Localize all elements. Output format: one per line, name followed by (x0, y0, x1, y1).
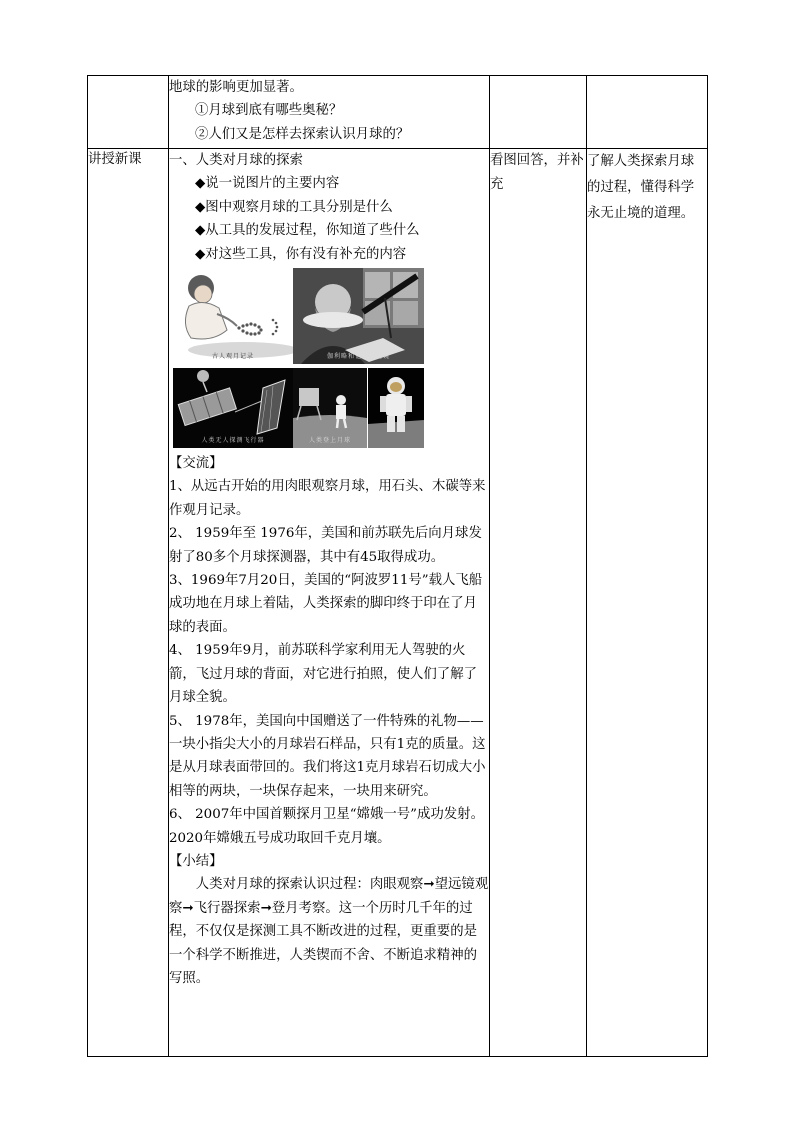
intro-line: 地球的影响更加显著。 (169, 80, 303, 95)
question-1: ①月球到底有哪些奥秘？ (195, 103, 343, 119)
exchange-item: 1、从远古开始的用肉眼观察月球，用石头、木碳等来作观月记录。 (169, 479, 486, 518)
exploration-images (169, 268, 490, 450)
student-activity: 看图回答，并补充 (490, 149, 587, 1057)
table-row (88, 76, 708, 149)
bullet-item: ◆从工具的发展过程，你知道了些什么 (195, 223, 420, 239)
astronaut-image (368, 368, 424, 448)
row1-col3 (490, 76, 587, 149)
exchange-item: 2、 1959年至 1976年，美国和前苏联先后向月球发射了80多个月球探测器，其中有45取得成功。 (169, 526, 482, 565)
image-caption: 人类登上月球 (308, 437, 351, 445)
moon-landing-image (293, 368, 367, 448)
lesson-plan-table (87, 75, 708, 1057)
row1-content (169, 76, 490, 149)
teaching-content (169, 149, 490, 1057)
stage-label: 讲授新课 (88, 149, 169, 1057)
bullet-item: ◆图中观察月球的工具分别是什么 (195, 199, 393, 215)
table-row (88, 149, 708, 1057)
image-caption: 古人观月记录 (211, 353, 254, 361)
summary-title: 【小结】 (169, 853, 223, 869)
summary-text: 人类对月球的探索认识过程：肉眼观察➞望远镜观察➞飞行器探索➞登月考察。这一个历时几千年的过程，不仅仅是探测工具不断改进的过程，更重要的是一个科学不断推进，人类锲而不舍、不断追求精神的写照。 (169, 877, 489, 986)
exchange-title: 【交流】 (169, 456, 223, 472)
exchange-item: 3、1969年7月20日，美国的“阿波罗11号”载人飞船成功地在月球上着陆，人类探索的脚印终于印在了月球的表面。 (169, 573, 483, 635)
bullet-item: ◆说一说图片的主要内容 (195, 176, 340, 192)
exchange-item: 4、 1959年9月，前苏联科学家利用无人驾驶的火箭，飞过月球的背面，对它进行拍照，使人们了解了月球全貌。 (169, 643, 477, 706)
space-probe-image (173, 368, 293, 448)
question-2: ②人们又是怎样去探索认识月球的？ (195, 126, 410, 142)
galileo-telescope-image (293, 268, 424, 364)
image-caption: 伽利略和他的望远镜 (326, 353, 390, 361)
bullet-item: ◆对这些工具，你有没有补充的内容 (195, 246, 407, 262)
exchange-item: 6、 2007年中国首颗探月卫星“嫦娥一号”成功发射。2020年嫦娥五号成功取回千克月壤。 (169, 807, 484, 846)
row1-col4 (587, 76, 708, 149)
image-caption: 人类无人探测飞行器 (201, 437, 265, 445)
design-intent: 了解人类探索月球的过程，懂得科学永无止境的道理。 (587, 149, 708, 1057)
ancient-observation-image (173, 268, 293, 364)
exchange-item: 5、 1978年，美国向中国赠送了一件特殊的礼物——一块小指尖大小的月球岩石样品，只有1克的质量。这是从月球表面带回的。我们将这1克月球岩石切成大小相等的两块，一块保存起来，一块用来研究。 (169, 713, 486, 799)
section-title: 一、人类对月球的探索 (169, 153, 303, 168)
row1-col1 (88, 76, 169, 149)
